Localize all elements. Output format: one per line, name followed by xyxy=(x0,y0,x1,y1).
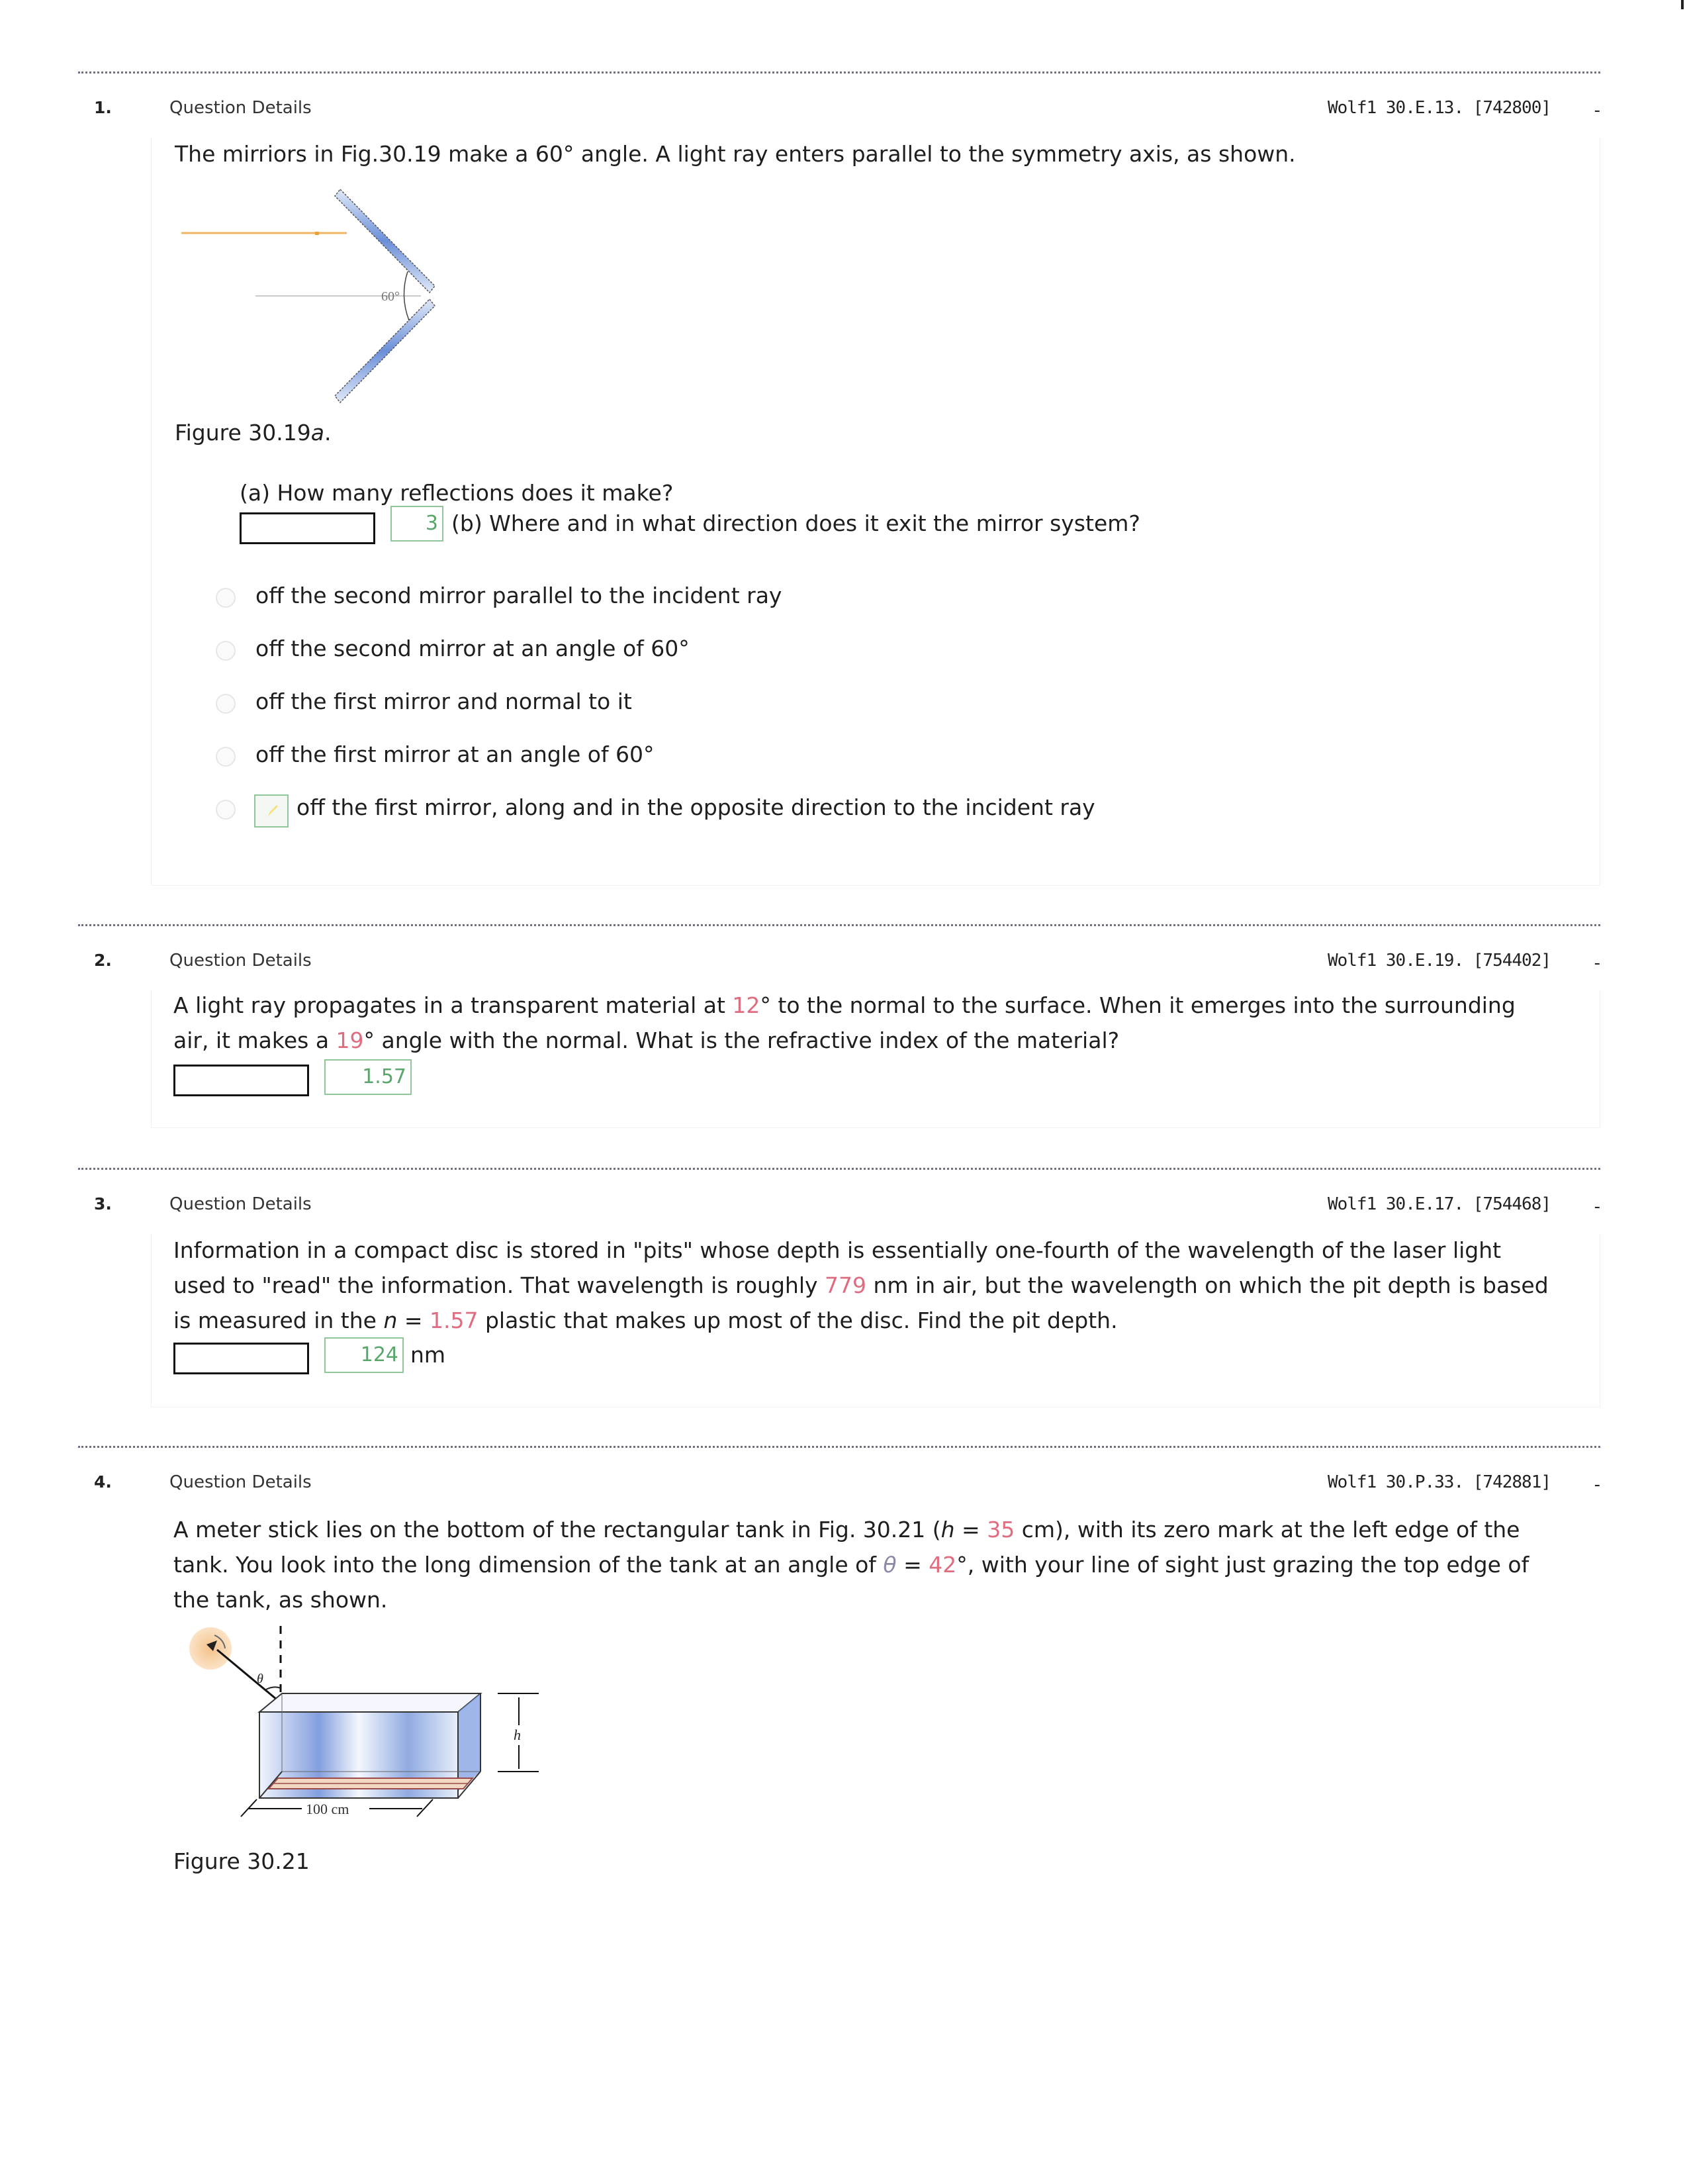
question-menu-dash[interactable]: - xyxy=(1594,101,1600,120)
question-1 xyxy=(78,71,1600,886)
option-label[interactable]: off the second mirror parallel to the incident ray xyxy=(255,583,782,608)
correct-answer: 124 xyxy=(324,1337,404,1373)
question-details-link[interactable]: Question Details xyxy=(169,1194,312,1214)
option-label[interactable]: off the first mirror, along and in the opposite direction to the incident ray xyxy=(296,794,1095,820)
answer-input[interactable] xyxy=(173,1343,309,1374)
figure-caption: Figure 30.21 xyxy=(173,1848,310,1874)
option-label[interactable]: off the first mirror at an angle of 60° xyxy=(255,741,655,767)
given-index: 1.57 xyxy=(430,1307,479,1333)
svg-text:100 cm: 100 cm xyxy=(306,1801,349,1817)
question-menu-dash[interactable]: - xyxy=(1594,1475,1600,1495)
part-a-prompt: (a) How many reflections does it make? xyxy=(240,480,674,506)
question-text-line: tank. You look into the long dimension of the tank at an angle of θ = 42°, with your line of sight just grazing the top edge of xyxy=(173,1552,1529,1578)
question-divider xyxy=(78,924,1600,926)
correct-answer: 1.57 xyxy=(324,1059,412,1095)
question-3 xyxy=(78,1168,1600,1419)
question-text-line: used to "read" the information. That wavelength is roughly 779 nm in air, but the wavelength on which the pit depth is based xyxy=(173,1272,1549,1298)
question-text-line: the tank, as shown. xyxy=(173,1587,388,1613)
correct-answer-marker xyxy=(254,794,289,828)
answer-input[interactable] xyxy=(173,1065,309,1096)
given-angle-2: 19 xyxy=(336,1027,364,1053)
option-label[interactable]: off the second mirror at an angle of 60° xyxy=(255,636,690,661)
radio-button[interactable] xyxy=(216,747,236,767)
question-reference: Wolf1 30.P.33. [742881] xyxy=(1327,1472,1551,1492)
question-details-link[interactable]: Question Details xyxy=(169,951,312,971)
question-4 xyxy=(78,1446,1600,1909)
part-b-prompt: (b) Where and in what direction does it exit the mirror system? xyxy=(451,510,1140,536)
question-text-line: is measured in the n = 1.57 plastic that makes up most of the disc. Find the pit depth. xyxy=(173,1307,1118,1333)
svg-text:60°: 60° xyxy=(381,289,400,304)
upper-mirror xyxy=(335,189,435,293)
question-2 xyxy=(78,924,1600,1136)
question-divider xyxy=(78,71,1600,73)
given-height: 35 xyxy=(987,1517,1015,1543)
answer-unit: nm xyxy=(410,1342,446,1368)
question-reference: Wolf1 30.E.13. [742800] xyxy=(1327,98,1551,118)
given-angle-1: 12 xyxy=(732,992,760,1018)
radio-button[interactable] xyxy=(216,694,236,714)
tank-figure xyxy=(176,1619,547,1818)
question-text-line: A light ray propagates in a transparent material at 12° to the normal to the surface. When it emerges into the surrounding xyxy=(173,992,1516,1018)
radio-button[interactable] xyxy=(216,641,236,661)
radio-button[interactable] xyxy=(216,588,236,608)
given-angle: 42 xyxy=(929,1552,957,1578)
question-text-line: air, it makes a 19° angle with the normal. What is the refractive index of the material? xyxy=(173,1027,1120,1053)
mirror-figure xyxy=(176,179,520,404)
lower-mirror xyxy=(335,299,435,403)
radio-button[interactable] xyxy=(216,800,236,820)
svg-text:θ: θ xyxy=(257,1672,263,1686)
question-divider xyxy=(78,1168,1600,1170)
svg-text:h: h xyxy=(514,1727,521,1743)
question-text-line: Information in a compact disc is stored in "pits" whose depth is essentially one-fourth of the wavelength of the laser light xyxy=(173,1237,1502,1263)
question-number: 4. xyxy=(94,1472,112,1492)
given-wavelength: 779 xyxy=(825,1272,867,1298)
question-text: The mirriors in Fig.30.19 make a 60° angle. A light ray enters parallel to the symmetry axis, as shown. xyxy=(175,141,1296,167)
question-menu-dash[interactable]: - xyxy=(1594,1197,1600,1217)
page-edge-mark xyxy=(1681,0,1684,9)
pencil-icon xyxy=(265,804,279,818)
question-reference: Wolf1 30.E.19. [754402] xyxy=(1327,951,1551,971)
question-reference: Wolf1 30.E.17. [754468] xyxy=(1327,1194,1551,1214)
question-divider xyxy=(78,1446,1600,1448)
question-number: 3. xyxy=(94,1194,112,1213)
part-a-correct-answer: 3 xyxy=(390,506,443,542)
part-a-answer-input[interactable] xyxy=(240,512,375,544)
question-text-line: A meter stick lies on the bottom of the rectangular tank in Fig. 30.21 (h = 35 cm), with its zero mark at the left edge of the xyxy=(173,1517,1520,1543)
option-label[interactable]: off the first mirror and normal to it xyxy=(255,688,632,714)
question-menu-dash[interactable]: - xyxy=(1594,953,1600,973)
question-number: 2. xyxy=(94,951,112,970)
figure-caption: Figure 30.19a. xyxy=(175,420,332,446)
question-details-link[interactable]: Question Details xyxy=(169,1472,312,1492)
question-number: 1. xyxy=(94,98,112,117)
question-details-link[interactable]: Question Details xyxy=(169,98,312,118)
